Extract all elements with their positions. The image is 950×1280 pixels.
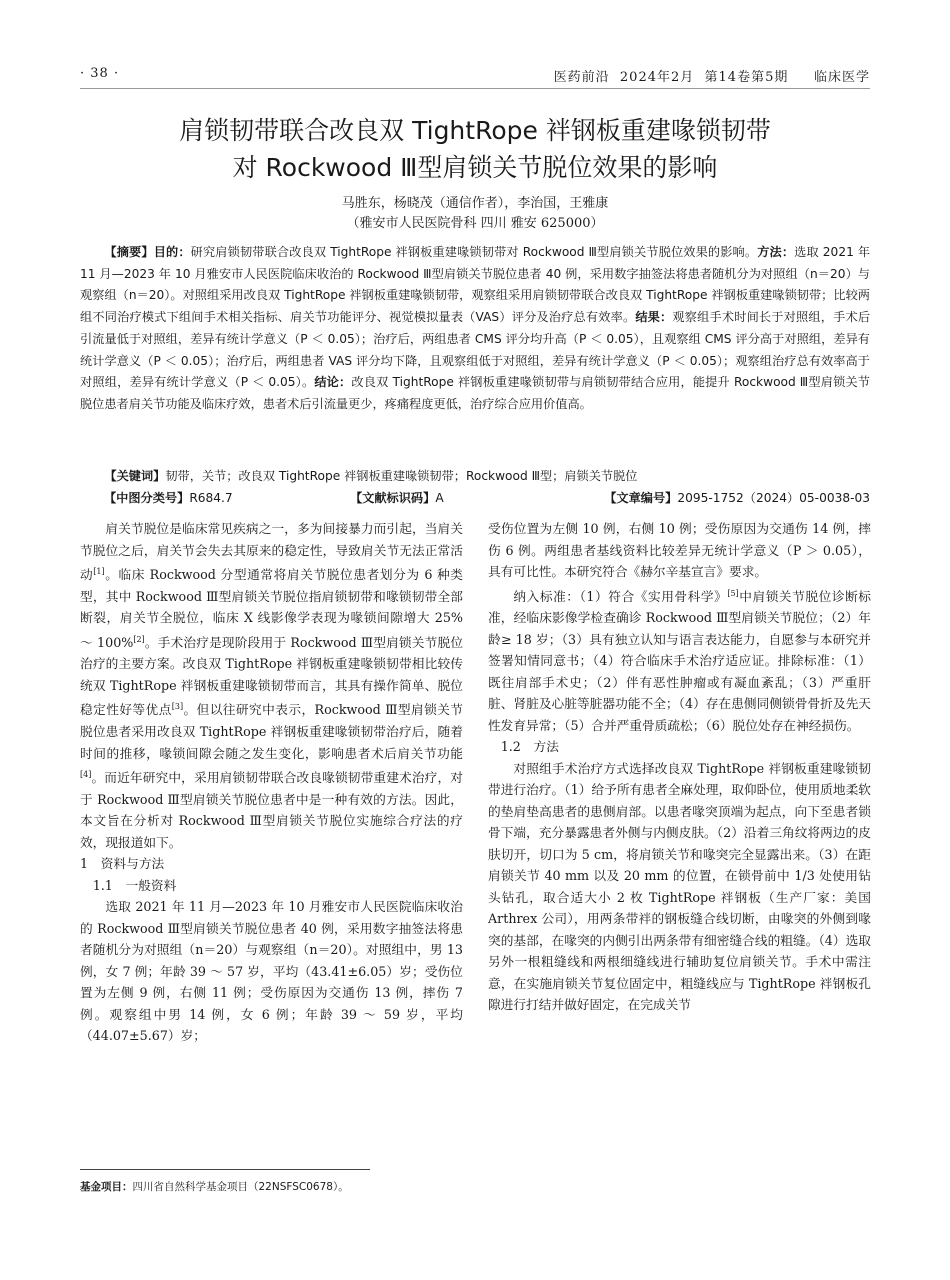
- abstract-label: 【摘要】: [104, 245, 154, 259]
- document-code: 【文献标识码】A: [350, 491, 444, 505]
- running-header: [80, 62, 870, 84]
- classification-line: [80, 489, 870, 509]
- methods-text: 选取 2021 年 11 月—2023 年 10 月雅安市人民医院临床收治的 Rockwood Ⅲ型肩锁关节脱位患者 40 例，采用数字抽签法将患者随机分为对照组（n＝20）与观察组（n＝20）。对照组采用改良双 TightRope 袢钢板重建喙锁韧带，观察组采用肩锁韧带联合改良双 TightRope 袢钢板重建喙锁韧带；比较两组不同治疗模式下组间手术相关指标、肩关节功能评分、视觉模拟量表（VAS）评分及治疗总有效率。: [80, 245, 871, 325]
- section-heading-1: 1 资料与方法: [80, 856, 165, 872]
- journal-info: 医药前沿 2024年2月 第14卷第5期 临床医学: [553, 70, 870, 85]
- objective-text: 研究肩锁韧带联合改良双 TightRope 袢钢板重建喙锁韧带对 Rockwood Ⅲ型肩锁关节脱位效果的影响。: [190, 245, 758, 259]
- ref-2: [2]: [133, 634, 145, 644]
- column-left: [80, 518, 463, 1047]
- page-number: · 38 ·: [80, 66, 120, 81]
- keywords: [80, 467, 870, 484]
- conclusion-label: 结论：: [314, 375, 352, 390]
- article-title: [80, 112, 870, 186]
- footnote-label: 基金项目：: [80, 1181, 133, 1193]
- section-heading-1-2: 1.2 方法: [500, 739, 559, 755]
- section-heading-1-1: 1.1 一般资料: [92, 877, 177, 893]
- footnote-text: 四川省自然科学基金项目（22NSFSC0678）。: [132, 1181, 349, 1193]
- methods-paragraph: 对照组手术治疗方式选择改良双 TightRope 袢钢板重建喙锁韧带进行治疗。（1）给予所有患者全麻处理，取仰卧位，使用质地柔软的垫肩垫高患者的患侧肩部。以患者喙突顶端为起点，向下至患者锁骨下端，充分暴露患者外侧与内侧皮肤。（2）沿着三角纹将两边的皮肤切开，切口为 5 cm，将肩锁关节和喙突完全显露出来。（3）在距肩锁关节 40 mm 以及 20 mm 的位置，在锁骨前中 1/3 处使用钻头钻孔，取合适大小 2 枚 TightRope 袢钢板（生产厂家：美国 Arthrex 公司），用两条带袢的钢板缝合线切断，由喙突的外侧到喙突的基部，在喙突的内侧引出两条带有细密缝合线的粗缝。（4）选取另外一根粗缝线和两根细缝线进行辅助复位肩锁关节。手术中需注意，在实施肩锁关节复位固定中，粗缝线应与 TightRope 袢钢板孔隙进行打结并做好固定，在完成关节: [488, 760, 871, 1013]
- results-label: 结果：: [635, 310, 673, 325]
- intro-paragraph: 肩关节脱位是临床常见疾病之一，多为间接暴力而引起，当肩关节脱位之后，肩关节会失去其原来的稳定性，导致肩关节无法正常活动[1]。临床 Rockwood 分型通常将肩关节脱位患者划分为 6 种类型，其中 Rockwood Ⅲ型肩锁关节脱位指肩锁韧带和喙锁韧带全部断裂，肩关节全脱位，临床 X 线影像学表现为喙锁间隙增大 25% ～ 100%[2]。手术治疗是现阶段用于 Rockwood Ⅲ型肩锁关节脱位治疗的主要方案。改良双 TightRope 袢钢板重建喙锁韧带相比较传统双 TightRope 袢钢板重建喙锁韧带而言，其具有操作简单、脱位稳定性好等优点[3]。但以往研究中表示，Rockwood Ⅲ型肩锁关节脱位患者采用改良双 TightRope 袢钢板重建喙锁韧带治疗后，随着时间的推移，喙锁间隙会随之发生变化，影响患者术后肩关节功能[4]。而近年研究中，采用肩锁韧带联合改良喙锁韧带重建术治疗，对于 Rockwood Ⅲ型肩锁关节脱位患者中是一种有效的方法。因此，本文旨在分析对 Rockwood Ⅲ型肩锁关节脱位实施综合疗法的疗效，现报道如下。: [80, 521, 464, 850]
- column-right: [488, 518, 871, 1016]
- results-text: 观察组手术时间长于对照组，手术后引流量低于对照组，差异有统计学意义（P ＜ 0.05）；治疗后，两组患者 CMS 评分均升高（P ＜ 0.05），且观察组 CMS 评分高于对照组，差异有统计学意义（P ＜ 0.05）；治疗后，两组患者 VAS 评分均下降，且观察组低于对照组，差异有统计学意义（P ＜ 0.05）；观察组治疗总有效率高于对照组，差异有统计学意义（P ＜ 0.05）。: [80, 310, 871, 390]
- ref-1: [1]: [93, 567, 105, 576]
- keywords-text: 韧带，关节；改良双 TightRope 袢钢板重建喙锁韧带；Rockwood Ⅲ型；肩锁关节脱位: [165, 469, 638, 483]
- ref-4: [4]: [80, 770, 92, 780]
- abstract: [80, 242, 870, 416]
- general-data-paragraph: 选取 2021 年 11 月—2023 年 10 月雅安市人民医院临床收治的 Rockwood Ⅲ型肩锁关节脱位患者 40 例，采用数字抽签法将患者随机分为对照组（n＝20）与观察组（n＝20）。对照组中，男 13 例，女 7 例；年龄 39 ～ 57 岁，平均（43.41±6.05）岁；受伤位置为左侧 9 例，右侧 11 例；受伤原因为交通伤 13 例，摔伤 7 例。观察组中男 14 例，女 6 例；年龄 39 ～ 59 岁，平均（44.07±5.67）岁；: [80, 899, 463, 1044]
- ref-3: [3]: [171, 702, 184, 712]
- keywords-label: 【关键词】: [104, 469, 166, 483]
- objective-label: 目的：: [153, 245, 191, 259]
- author-block: [80, 194, 870, 234]
- criteria-paragraph: 纳入标准：（1）符合《实用骨科学》[5]中肩锁关节脱位诊断标准，经临床影像学检查确诊 Rockwood Ⅲ型肩锁关节脱位；（2）年龄≥ 18 岁；（3）具有独立认知与语言表达能力，自愿参与本研究并签署知情同意书；（4）符合临床手术治疗适应证。排除标准：（1）既往肩部手术史；（2）伴有恶性肿瘤或有凝血紊乱；（3）严重肝脏、肾脏及心脏等脏器功能不全；（4）存在患侧同侧锁骨骨折及先天性发育异常；（5）合并严重骨质疏松；（6）脱位处存在神经损伤。: [488, 588, 871, 733]
- title-line-2: 对 Rockwood Ⅲ型肩锁关节脱位效果的影响: [232, 153, 718, 182]
- general-data-continued: 受伤位置为左侧 10 例，右侧 10 例；受伤原因为交通伤 14 例，摔伤 6 例。两组患者基线资料比较差异无统计学意义（P ＞ 0.05），具有可比性。本研究符合《赫尔辛基宣言》要求。: [488, 521, 871, 579]
- title-line-1: 肩锁韧带联合改良双 TightRope 袢钢板重建喙锁韧带: [179, 116, 771, 145]
- footnote-rule: [80, 1169, 370, 1170]
- methods-label: 方法：: [757, 245, 795, 259]
- ref-5: [5]: [727, 588, 739, 598]
- conclusion-text: 改良双 TightRope 袢钢板重建喙锁韧带与肩锁韧带结合应用，能提升 Rockwood Ⅲ型肩锁关节脱位患者肩关节功能及临床疗效，患者术后引流量更少，疼痛程度更低，治疗综合应用价值高。: [80, 375, 870, 411]
- article-number: 【文章编号】2095-1752（2024）05-0038-03: [604, 491, 870, 505]
- affiliation: （雅安市人民医院骨科 四川 雅安 625000）: [346, 216, 604, 231]
- author-names: 马胜东，杨晓茂（通信作者），李治国，王雅康: [341, 196, 609, 211]
- header-rule: [80, 88, 870, 89]
- funding-footnote: [80, 1179, 349, 1194]
- clc-code: 【中图分类号】R684.7: [104, 491, 233, 505]
